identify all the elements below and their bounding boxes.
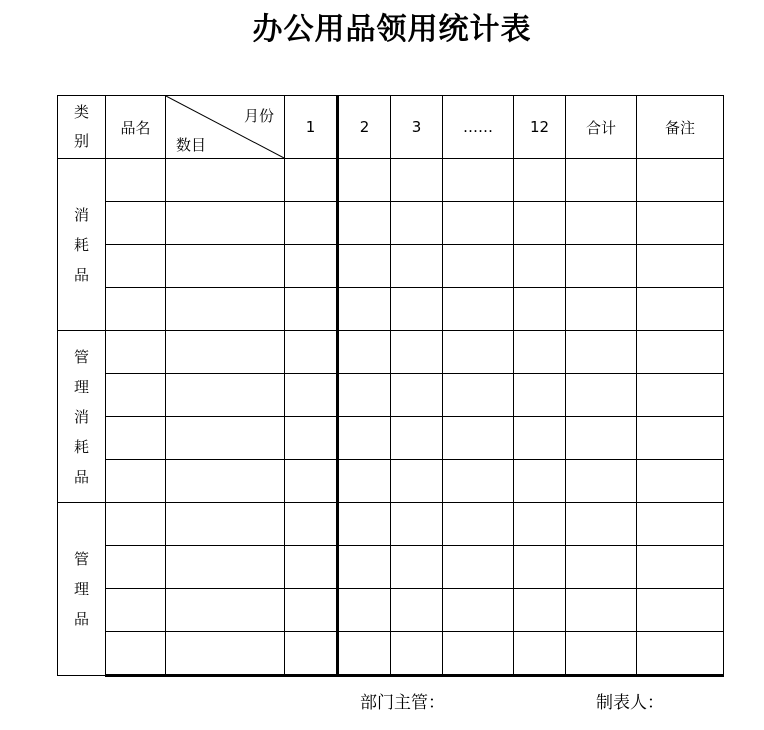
month-cell[interactable] (338, 374, 391, 417)
remarks-cell[interactable] (637, 460, 724, 503)
month-cell[interactable] (443, 589, 514, 632)
header-row (58, 96, 724, 159)
table-row (58, 288, 724, 331)
item-name-cell[interactable] (106, 460, 166, 503)
table-row (58, 331, 724, 374)
count-cell[interactable] (166, 288, 285, 331)
category-label: 消耗品 (73, 205, 89, 284)
item-name-cell[interactable] (106, 632, 166, 676)
table-row (58, 546, 724, 589)
total-cell[interactable] (566, 288, 637, 331)
count-cell[interactable] (166, 331, 285, 374)
count-cell[interactable] (166, 503, 285, 546)
month-cell[interactable] (338, 288, 391, 331)
remarks-cell[interactable] (637, 331, 724, 374)
item-name-cell[interactable] (106, 288, 166, 331)
month-cell[interactable] (514, 159, 566, 202)
month-cell[interactable] (514, 331, 566, 374)
maker-signature-label: 制表人： (596, 693, 664, 713)
table-row (58, 374, 724, 417)
remarks-cell[interactable] (637, 589, 724, 632)
month-cell[interactable] (514, 546, 566, 589)
month-cell[interactable] (443, 460, 514, 503)
remarks-cell[interactable] (637, 632, 724, 676)
table-row (58, 202, 724, 245)
month-cell[interactable] (285, 331, 338, 374)
month-cell[interactable] (285, 159, 338, 202)
category-label: 管理品 (73, 550, 89, 628)
total-cell[interactable] (566, 331, 637, 374)
item-name-cell[interactable] (106, 374, 166, 417)
table-row (58, 503, 724, 546)
month-cell[interactable] (443, 202, 514, 245)
item-name-cell[interactable] (106, 159, 166, 202)
category-cell-managed-items (58, 503, 106, 676)
table-row (58, 245, 724, 288)
count-cell[interactable] (166, 632, 285, 676)
count-cell[interactable] (166, 202, 285, 245)
month-cell[interactable] (514, 374, 566, 417)
item-name-cell[interactable] (106, 546, 166, 589)
month-cell[interactable] (514, 503, 566, 546)
diagonal-header (166, 96, 285, 159)
month-cell[interactable] (443, 331, 514, 374)
month-cell[interactable] (391, 331, 443, 374)
month-cell[interactable] (443, 159, 514, 202)
table-row (58, 159, 724, 202)
month-cell[interactable] (285, 460, 338, 503)
item-name-cell[interactable] (106, 245, 166, 288)
month-cell[interactable] (443, 245, 514, 288)
month-cell[interactable] (338, 503, 391, 546)
month-cell[interactable] (391, 503, 443, 546)
month-cell[interactable] (338, 417, 391, 460)
month-cell[interactable] (443, 374, 514, 417)
usage-stats-table (57, 95, 724, 677)
total-cell[interactable] (566, 503, 637, 546)
month-cell[interactable] (514, 288, 566, 331)
month-cell[interactable] (443, 632, 514, 676)
month-cell[interactable] (285, 589, 338, 632)
total-cell[interactable] (566, 159, 637, 202)
month-cell[interactable] (338, 589, 391, 632)
total-cell[interactable] (566, 460, 637, 503)
remarks-cell[interactable] (637, 288, 724, 331)
remarks-cell[interactable] (637, 245, 724, 288)
month-axis-label: 月份 (243, 107, 274, 125)
count-cell[interactable] (166, 374, 285, 417)
category-cell-managed-consumables (58, 331, 106, 503)
total-cell[interactable] (566, 546, 637, 589)
count-cell[interactable] (166, 589, 285, 632)
month-cell[interactable] (443, 417, 514, 460)
month-cell[interactable] (391, 159, 443, 202)
table-row (58, 417, 724, 460)
remarks-cell[interactable] (637, 159, 724, 202)
remarks-cell[interactable] (637, 417, 724, 460)
month-cell[interactable] (338, 245, 391, 288)
month-cell[interactable] (514, 245, 566, 288)
month-1-header: 1 (285, 96, 338, 159)
count-cell[interactable] (166, 159, 285, 202)
month-cell[interactable] (391, 460, 443, 503)
month-cell[interactable] (514, 417, 566, 460)
month-12-header: 12 (514, 96, 566, 159)
month-cell[interactable] (391, 202, 443, 245)
item-name-header: 品名 (106, 96, 166, 159)
item-name-cell[interactable] (106, 589, 166, 632)
month-cell[interactable] (285, 245, 338, 288)
remarks-cell[interactable] (637, 546, 724, 589)
month-cell[interactable] (514, 202, 566, 245)
month-cell[interactable] (514, 589, 566, 632)
month-cell[interactable] (443, 546, 514, 589)
page-title: 办公用品领用统计表 (252, 12, 532, 47)
month-cell[interactable] (285, 417, 338, 460)
remarks-cell[interactable] (637, 374, 724, 417)
month-cell[interactable] (285, 288, 338, 331)
count-cell[interactable] (166, 417, 285, 460)
total-cell[interactable] (566, 417, 637, 460)
count-cell[interactable] (166, 546, 285, 589)
dept-head-signature-label: 部门主管： (360, 693, 445, 713)
total-header: 合计 (566, 96, 637, 159)
month-cell[interactable] (338, 331, 391, 374)
month-cell[interactable] (338, 632, 391, 676)
total-cell[interactable] (566, 632, 637, 676)
category-label: 管理消耗品 (73, 347, 89, 486)
month-cell[interactable] (285, 374, 338, 417)
total-cell[interactable] (566, 245, 637, 288)
month-cell[interactable] (285, 546, 338, 589)
month-cell[interactable] (391, 589, 443, 632)
month-cell[interactable] (338, 202, 391, 245)
month-cell[interactable] (391, 546, 443, 589)
count-axis-label: 数目 (176, 136, 207, 154)
item-name-cell[interactable] (106, 503, 166, 546)
remarks-header: 备注 (637, 96, 724, 159)
month-cell[interactable] (391, 417, 443, 460)
count-cell[interactable] (166, 460, 285, 503)
total-cell[interactable] (566, 202, 637, 245)
month-cell[interactable] (391, 288, 443, 331)
remarks-cell[interactable] (637, 503, 724, 546)
month-cell[interactable] (338, 546, 391, 589)
month-cell[interactable] (338, 460, 391, 503)
month-cell[interactable] (391, 374, 443, 417)
item-name-cell[interactable] (106, 417, 166, 460)
month-cell[interactable] (443, 503, 514, 546)
month-cell[interactable] (514, 460, 566, 503)
month-cell[interactable] (285, 632, 338, 676)
count-cell[interactable] (166, 245, 285, 288)
month-cell[interactable] (338, 159, 391, 202)
month-3-header: 3 (391, 96, 443, 159)
remarks-cell[interactable] (637, 202, 724, 245)
total-cell[interactable] (566, 589, 637, 632)
item-name-cell[interactable] (106, 331, 166, 374)
table-row (58, 460, 724, 503)
month-cell[interactable] (514, 632, 566, 676)
month-2-header: 2 (338, 96, 391, 159)
item-name-cell[interactable] (106, 202, 166, 245)
category-header-label: 类别 (73, 103, 89, 150)
month-cell[interactable] (391, 245, 443, 288)
table-row (58, 589, 724, 632)
category-header (58, 96, 106, 159)
table-row (58, 632, 724, 676)
month-cell[interactable] (285, 503, 338, 546)
category-cell-consumables (58, 159, 106, 331)
month-cell[interactable] (285, 202, 338, 245)
month-ellipsis-header: …… (443, 96, 514, 159)
total-cell[interactable] (566, 374, 637, 417)
month-cell[interactable] (391, 632, 443, 676)
month-cell[interactable] (443, 288, 514, 331)
